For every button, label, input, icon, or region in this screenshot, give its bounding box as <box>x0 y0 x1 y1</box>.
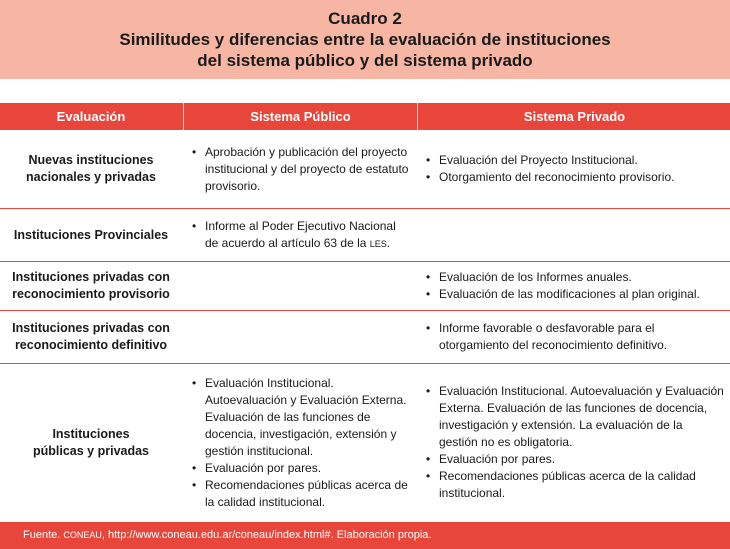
row-label: Instituciones públicas y privadas <box>32 426 150 458</box>
table-row <box>0 262 730 311</box>
list-item: • Otorgamiento del reconocimiento provisorio. <box>424 169 724 186</box>
row-label: Instituciones Provinciales <box>13 227 169 242</box>
cell-publico <box>190 311 410 363</box>
list-item: • Evaluación de las modificaciones al plan original. <box>424 286 724 303</box>
list-item: • Evaluación por pares. <box>424 451 724 468</box>
table-row <box>0 364 730 521</box>
list-item: • Evaluación Institucional. Autoevaluación y Evaluación Externa. Evaluación de las funciones de docencia, investigación y extensión. La evaluación de la gestión no es obligatoria. <box>424 383 724 451</box>
source-abbreviation: CONEAU <box>63 530 102 540</box>
row-label: Nuevas instituciones nacionales y privadas <box>26 153 156 184</box>
list-item: • Evaluación de los Informes anuales. <box>424 269 724 286</box>
cell-privado <box>424 209 724 261</box>
table-caption <box>0 0 730 79</box>
table-header <box>0 103 730 130</box>
caption-number: Cuadro 2 <box>328 9 402 28</box>
list-item: • Informe favorable o desfavorable para el otorgamiento del reconocimiento definitivo. <box>424 320 724 354</box>
list-item: • Recomendaciones públicas acerca de la calidad institucional. <box>424 468 724 502</box>
column-header-evaluacion: Evaluación <box>56 109 126 124</box>
cell-publico <box>190 130 410 208</box>
table-row <box>0 209 730 262</box>
list-item: • Evaluación del Proyecto Institucional. <box>424 152 724 169</box>
list-item: • Recomendaciones públicas acerca de la calidad institucional. <box>190 477 410 511</box>
cell-publico <box>190 364 410 521</box>
abbreviation: LES <box>369 238 387 249</box>
cell-privado <box>424 364 724 521</box>
row-label: Instituciones privadas con reconocimiento definitivo <box>12 321 170 352</box>
column-header-privado: Sistema Privado <box>417 103 730 130</box>
caption-title-line-2: del sistema público y del sistema privado <box>197 51 533 70</box>
column-header-publico: Sistema Público <box>183 103 417 130</box>
source-text: , http://www.coneau.edu.ar/coneau/index.html#. Elaboración propia. <box>101 529 432 541</box>
cell-privado <box>424 130 724 208</box>
caption-title-line-1: Similitudes y diferencias entre la evaluación de instituciones <box>119 30 611 49</box>
source-prefix: Fuente. <box>23 529 64 541</box>
list-item: • Aprobación y publicación del proyecto institucional y del proyecto de estatuto provisorio. <box>190 144 410 195</box>
cell-privado <box>424 311 724 363</box>
cell-publico <box>190 209 410 261</box>
table-row <box>0 311 730 364</box>
row-label: Instituciones privadas con reconocimiento provisorio <box>12 270 170 301</box>
cell-privado <box>424 262 724 310</box>
list-item: • Evaluación Institucional. Autoevaluación y Evaluación Externa. Evaluación de las funciones de docencia, investigación, extensión y gestión institucional. <box>190 375 410 460</box>
list-item: • Informe al Poder Ejecutivo Nacional de acuerdo al artículo 63 de la LES. <box>190 218 410 253</box>
source-note <box>0 522 730 549</box>
list-item: • Evaluación por pares. <box>190 460 410 477</box>
table-row <box>0 130 730 209</box>
cell-publico <box>190 262 410 310</box>
